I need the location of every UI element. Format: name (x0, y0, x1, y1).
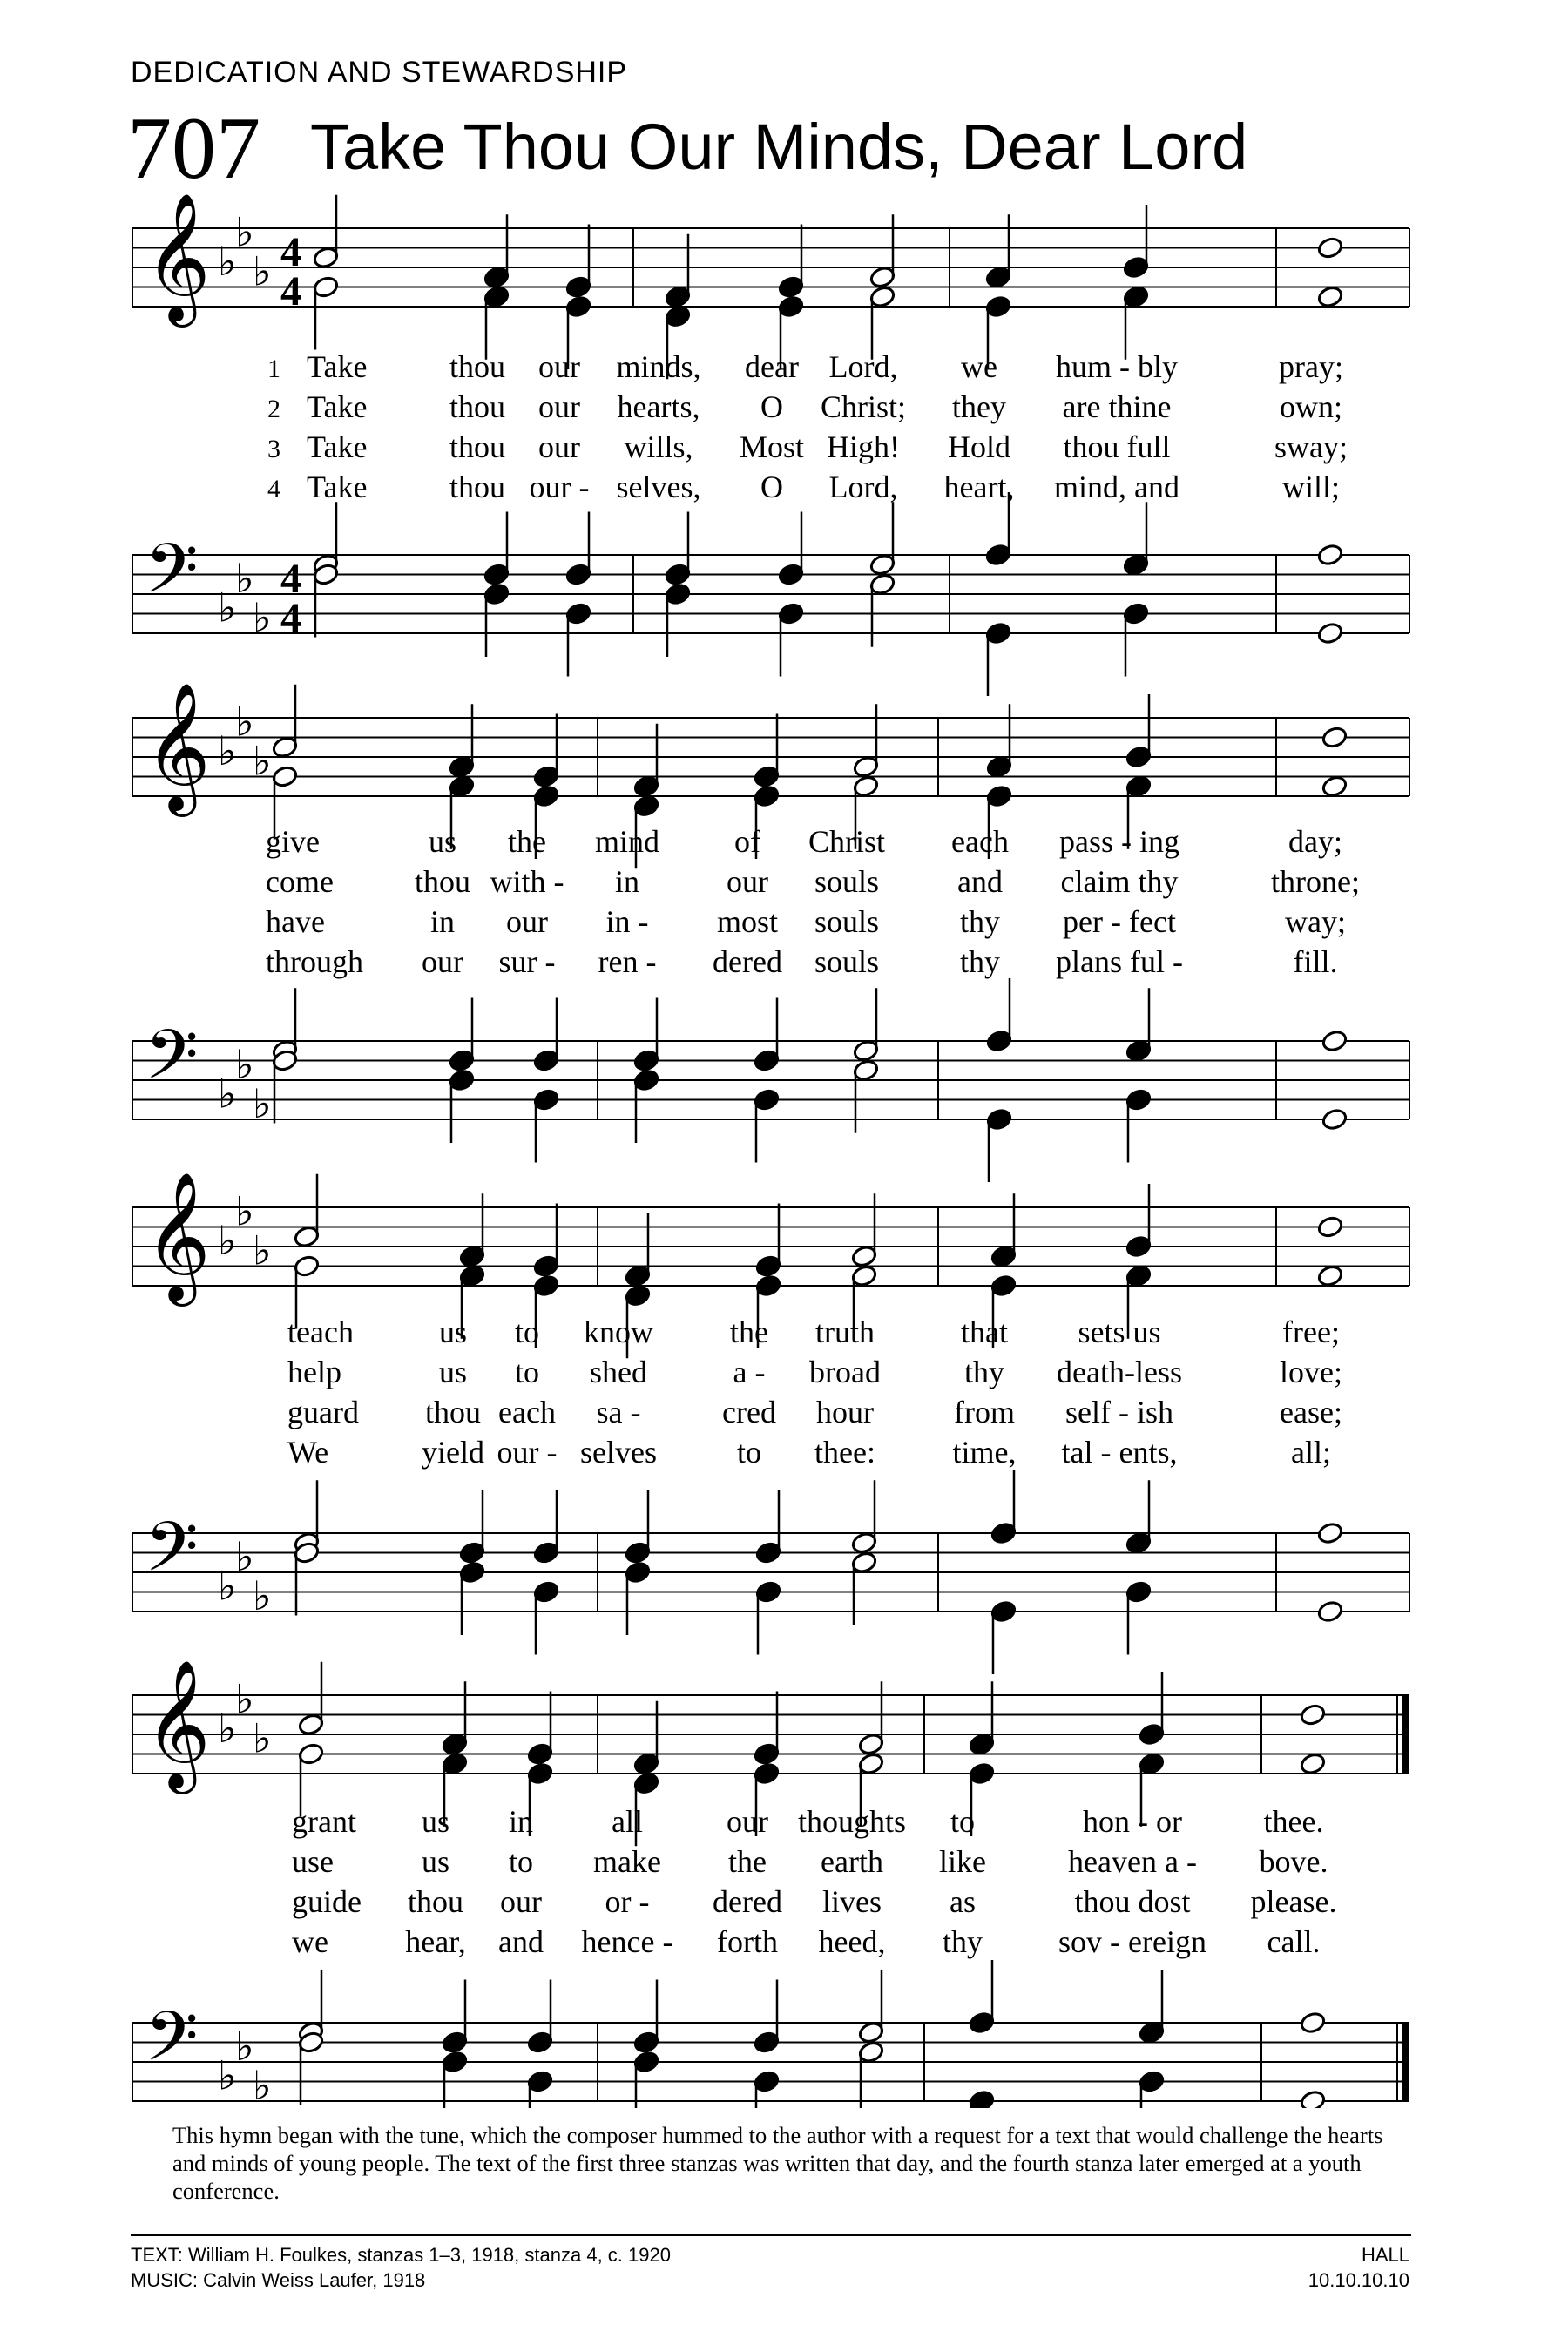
lyric-syllable: us (421, 1804, 450, 1839)
flat-icon: ♭ (218, 727, 237, 774)
lyric-syllable: sov - ereign (1058, 1924, 1206, 1959)
lyric-syllable: free; (1282, 1315, 1340, 1349)
lyric-syllable: High! (827, 429, 900, 464)
notehead (1299, 1703, 1326, 1727)
flat-icon: ♭ (253, 2061, 272, 2108)
meter: 10.10.10.10 (1308, 2269, 1409, 2291)
bass-staff (132, 492, 1409, 696)
lyric-syllable: have (266, 904, 325, 939)
lyric-syllable: come (266, 864, 334, 899)
lyric-syllable: with - (490, 864, 564, 899)
text-credit: TEXT: William H. Foulkes, stanzas 1–3, 1918, stanza 4, c. 1920 (131, 2244, 671, 2266)
lyric-syllable: thou (414, 864, 471, 899)
lyric-syllable: that (961, 1315, 1008, 1349)
lyric-syllable: thy (942, 1924, 983, 1959)
lyric-syllable: Hold (948, 429, 1010, 464)
lyric-syllable: cred (722, 1395, 776, 1429)
bass-clef-icon: 𝄢 (145, 1996, 199, 2094)
lyric-syllable: our (727, 1804, 768, 1839)
treble-clef-icon: 𝄞 (145, 1659, 211, 1789)
bass-clef-icon: 𝄢 (145, 1506, 199, 1605)
lyric-syllable: hon - or (1083, 1804, 1182, 1839)
notehead (1316, 1521, 1343, 1544)
time-signature-bottom: 4 (280, 268, 301, 314)
lyric-syllable: hence - (581, 1924, 673, 1959)
flat-icon: ♭ (253, 1227, 272, 1274)
lyrics-system-4 (292, 1804, 1336, 1959)
lyric-syllable: thy (959, 944, 1001, 979)
lyric-syllable: truth (815, 1315, 875, 1349)
flat-icon: ♭ (253, 1714, 272, 1762)
lyric-syllable: help (287, 1355, 341, 1389)
bass-staff (132, 1960, 1409, 2108)
lyric-syllable: from (954, 1395, 1015, 1429)
treble-staff (132, 682, 1409, 869)
lyric-syllable: most (716, 904, 779, 939)
flat-icon: ♭ (235, 1532, 254, 1580)
lyric-syllable: are thine (1062, 389, 1172, 424)
lyric-syllable: sway; (1274, 429, 1348, 464)
lyric-syllable: souls (814, 864, 880, 899)
lyric-syllable: sets us (1078, 1315, 1161, 1349)
lyric-syllable: sur - (498, 944, 556, 979)
lyric-syllable: forth (717, 1924, 778, 1959)
lyric-syllable: love; (1280, 1355, 1342, 1389)
lyric-syllable: plans ful - (1056, 944, 1183, 979)
lyric-syllable: broad (809, 1355, 881, 1389)
lyric-syllable: of (734, 824, 760, 859)
notehead (1316, 543, 1343, 566)
lyric-syllable: and (498, 1924, 544, 1959)
lyric-syllable: Take (307, 429, 368, 464)
lyric-syllable: thou (449, 389, 506, 424)
flat-icon: ♭ (253, 593, 272, 641)
time-signature-top: 4 (280, 556, 301, 602)
lyric-syllable: ease; (1280, 1395, 1342, 1429)
lyric-syllable: all (612, 1804, 643, 1839)
lyric-syllable: minds, (616, 349, 701, 384)
lyric-syllable: our (506, 904, 548, 939)
bass-clef-icon: 𝄢 (145, 528, 199, 626)
lyric-syllable: earth (821, 1844, 883, 1879)
lyric-syllable: way; (1285, 904, 1346, 939)
lyric-syllable: in (508, 1804, 534, 1839)
lyric-syllable: through (266, 944, 363, 979)
notehead (1321, 1029, 1348, 1052)
lyric-syllable: own; (1280, 389, 1342, 424)
lyric-syllable: Christ (808, 824, 886, 859)
flat-icon: ♭ (218, 1705, 237, 1752)
notehead (1321, 774, 1348, 798)
lyric-syllable: our (500, 1884, 542, 1919)
notehead (1316, 621, 1343, 645)
flat-icon: ♭ (218, 2051, 237, 2099)
flat-icon: ♭ (218, 238, 237, 285)
lyric-syllable: as (950, 1884, 976, 1919)
lyric-syllable: thoughts (797, 1804, 907, 1839)
notehead (1299, 2089, 1326, 2108)
flat-icon: ♭ (235, 208, 254, 256)
verse-number: 1 (267, 355, 280, 383)
tune-name: HALL (1361, 2244, 1409, 2266)
lyric-syllable: to (514, 1315, 540, 1349)
lyric-syllable: hear, (405, 1924, 466, 1959)
credits-right (1308, 2242, 1409, 2293)
lyric-syllable: to (514, 1355, 540, 1389)
bass-staff (132, 1470, 1409, 1674)
lyric-syllable: dered (713, 944, 782, 979)
lyric-syllable: the (508, 824, 546, 859)
flat-icon: ♭ (235, 554, 254, 602)
lyric-syllable: heaven a - (1068, 1844, 1197, 1879)
notehead (1316, 1215, 1343, 1239)
lyric-syllable: please. (1250, 1884, 1337, 1919)
lyric-syllable: hour (816, 1395, 874, 1429)
lyric-syllable: souls (814, 904, 880, 939)
lyric-syllable: Lord, (828, 349, 898, 384)
lyric-syllable: make (593, 1844, 661, 1879)
notehead (1316, 285, 1343, 308)
treble-clef-icon: 𝄞 (145, 192, 211, 322)
lyric-syllable: we (961, 349, 997, 384)
lyric-syllable: all; (1291, 1435, 1331, 1470)
lyric-syllable: our (538, 429, 580, 464)
flat-icon: ♭ (253, 1079, 272, 1127)
lyric-syllable: in (429, 904, 456, 939)
lyric-syllable: self - ish (1065, 1395, 1173, 1429)
lyric-syllable: O (760, 470, 783, 504)
lyrics-system-2 (266, 824, 1360, 979)
lyric-syllable: dear (745, 349, 799, 384)
lyric-syllable: Christ; (820, 389, 907, 424)
lyric-syllable: in - (605, 904, 649, 939)
lyric-syllable: heart, (943, 470, 1015, 504)
lyric-syllable: each (951, 824, 1009, 859)
lyric-syllable: us (438, 1355, 468, 1389)
flat-icon: ♭ (218, 1217, 237, 1264)
lyric-syllable: Take (307, 389, 368, 424)
lyric-syllable: lives (822, 1884, 882, 1919)
lyric-syllable: day; (1288, 824, 1342, 859)
lyric-syllable: teach (287, 1315, 354, 1349)
lyric-syllable: us (421, 1844, 450, 1879)
lyric-syllable: will; (1281, 470, 1341, 504)
flat-icon: ♭ (235, 1040, 254, 1088)
lyric-syllable: tal - ents, (1061, 1435, 1178, 1470)
flat-icon: ♭ (218, 1070, 237, 1118)
lyric-syllable: hum - bly (1056, 349, 1178, 384)
lyric-syllable: throne; (1271, 864, 1360, 899)
treble-clef-icon: 𝄞 (145, 681, 211, 812)
verse-number: 2 (267, 395, 280, 423)
lyric-syllable: our - (497, 1435, 558, 1470)
lyric-syllable: the (730, 1315, 768, 1349)
flat-icon: ♭ (253, 1571, 272, 1619)
lyric-syllable: wills, (624, 429, 693, 464)
lyrics-system-3 (287, 1315, 1342, 1470)
lyric-syllable: selves, (616, 470, 701, 504)
lyric-syllable: they (952, 389, 1006, 424)
lyric-syllable: use (292, 1844, 334, 1879)
lyric-syllable: our (538, 389, 580, 424)
time-signature-bottom: 4 (280, 595, 301, 641)
lyric-syllable: each (498, 1395, 556, 1429)
hymn-history-note: This hymn began with the tune, which the composer hummed to the author with a request for a text that would challenge the hearts and minds of young people. The text of the first three stanzas was written that day, and the fourth stanza later emerged at a youth conference. (172, 2122, 1383, 2204)
flat-icon: ♭ (218, 1562, 237, 1610)
verse-number: 4 (267, 475, 280, 504)
lyric-syllable: like (939, 1844, 986, 1879)
lyric-syllable: know (584, 1315, 653, 1349)
hymn-title: Take Thou Our Minds, Dear Lord (310, 111, 1248, 183)
lyric-syllable: guide (292, 1884, 362, 1919)
lyric-syllable: our (727, 864, 768, 899)
lyric-syllable: shed (590, 1355, 647, 1389)
flat-icon: ♭ (235, 1187, 254, 1235)
credits-left (131, 2242, 671, 2293)
footer-rule (131, 2234, 1411, 2236)
lyric-syllable: us (428, 824, 457, 859)
lyric-syllable: in (614, 864, 640, 899)
lyric-syllable: we (292, 1924, 328, 1959)
lyric-syllable: thee: (814, 1435, 875, 1470)
lyric-syllable: and (957, 864, 1003, 899)
lyric-syllable: to (736, 1435, 762, 1470)
lyric-syllable: our - (529, 470, 590, 504)
lyric-syllable: the (728, 1844, 767, 1879)
lyric-syllable: thy (963, 1355, 1005, 1389)
notehead (1299, 1752, 1326, 1775)
lyric-syllable: bove. (1259, 1844, 1328, 1879)
lyric-syllable: heed, (818, 1924, 886, 1959)
hymn-number: 707 (127, 99, 260, 198)
lyric-syllable: to (950, 1804, 976, 1839)
lyric-syllable: thy (959, 904, 1001, 939)
lyric-syllable: our (538, 349, 580, 384)
lyric-syllable: fill. (1293, 944, 1338, 979)
notehead (1316, 236, 1343, 260)
lyric-syllable: souls (814, 944, 880, 979)
lyric-syllable: selves (580, 1435, 657, 1470)
section-heading: DEDICATION AND STEWARDSHIP (131, 56, 628, 89)
lyric-syllable: Take (307, 470, 368, 504)
flat-icon: ♭ (235, 2022, 254, 2070)
treble-clef-icon: 𝄞 (145, 1171, 211, 1301)
lyric-syllable: O (760, 389, 783, 424)
lyric-syllable: our (422, 944, 463, 979)
time-signature-top: 4 (280, 229, 301, 275)
verse-number: 3 (267, 435, 280, 463)
lyric-syllable: claim thy (1060, 864, 1179, 899)
lyric-syllable: pray; (1279, 349, 1343, 384)
lyric-syllable: guard (287, 1395, 359, 1429)
lyric-syllable: or - (605, 1884, 650, 1919)
lyric-syllable: thou (449, 470, 506, 504)
notehead (1321, 1107, 1348, 1131)
lyrics-system-1 (267, 349, 1348, 504)
bass-clef-icon: 𝄢 (145, 1014, 199, 1112)
lyric-syllable: thou dost (1074, 1884, 1191, 1919)
lyric-syllable: thou (424, 1395, 482, 1429)
lyric-syllable: give (266, 824, 320, 859)
lyric-syllable: Lord, (828, 470, 898, 504)
lyric-syllable: us (438, 1315, 468, 1349)
lyric-syllable: per - fect (1063, 904, 1176, 939)
bass-staff (132, 978, 1409, 1182)
lyric-syllable: to (508, 1844, 534, 1879)
lyric-syllable: ren - (598, 944, 657, 979)
lyric-syllable: thou (407, 1884, 464, 1919)
lyric-syllable: dered (713, 1884, 782, 1919)
lyric-syllable: time, (952, 1435, 1017, 1470)
flat-icon: ♭ (235, 1675, 254, 1723)
notehead (1321, 726, 1348, 749)
flat-icon: ♭ (253, 247, 272, 295)
notehead (1316, 1599, 1343, 1623)
lyric-syllable: thou (449, 429, 506, 464)
notehead (1316, 1264, 1343, 1288)
lyric-syllable: yield (422, 1435, 484, 1470)
lyric-syllable: thou full (1063, 429, 1171, 464)
lyric-syllable: death-less (1057, 1355, 1182, 1389)
flat-icon: ♭ (218, 584, 237, 632)
lyric-syllable: call. (1267, 1924, 1321, 1959)
lyric-syllable: thee. (1263, 1804, 1324, 1839)
lyric-syllable: hearts, (617, 389, 700, 424)
lyric-syllable: thou (449, 349, 506, 384)
lyric-syllable: Most (739, 429, 805, 464)
lyric-syllable: sa - (596, 1395, 641, 1429)
lyric-syllable: grant (292, 1804, 356, 1839)
music-credit: MUSIC: Calvin Weiss Laufer, 1918 (131, 2269, 426, 2291)
flat-icon: ♭ (235, 698, 254, 746)
notehead (1299, 2011, 1326, 2034)
lyric-syllable: pass - ing (1059, 824, 1179, 859)
lyric-syllable: mind, and (1054, 470, 1179, 504)
lyric-syllable: We (287, 1435, 329, 1470)
flat-icon: ♭ (253, 737, 272, 785)
lyric-syllable: Take (307, 349, 368, 384)
lyric-syllable: mind (594, 824, 660, 859)
lyric-syllable: a - (733, 1355, 766, 1389)
